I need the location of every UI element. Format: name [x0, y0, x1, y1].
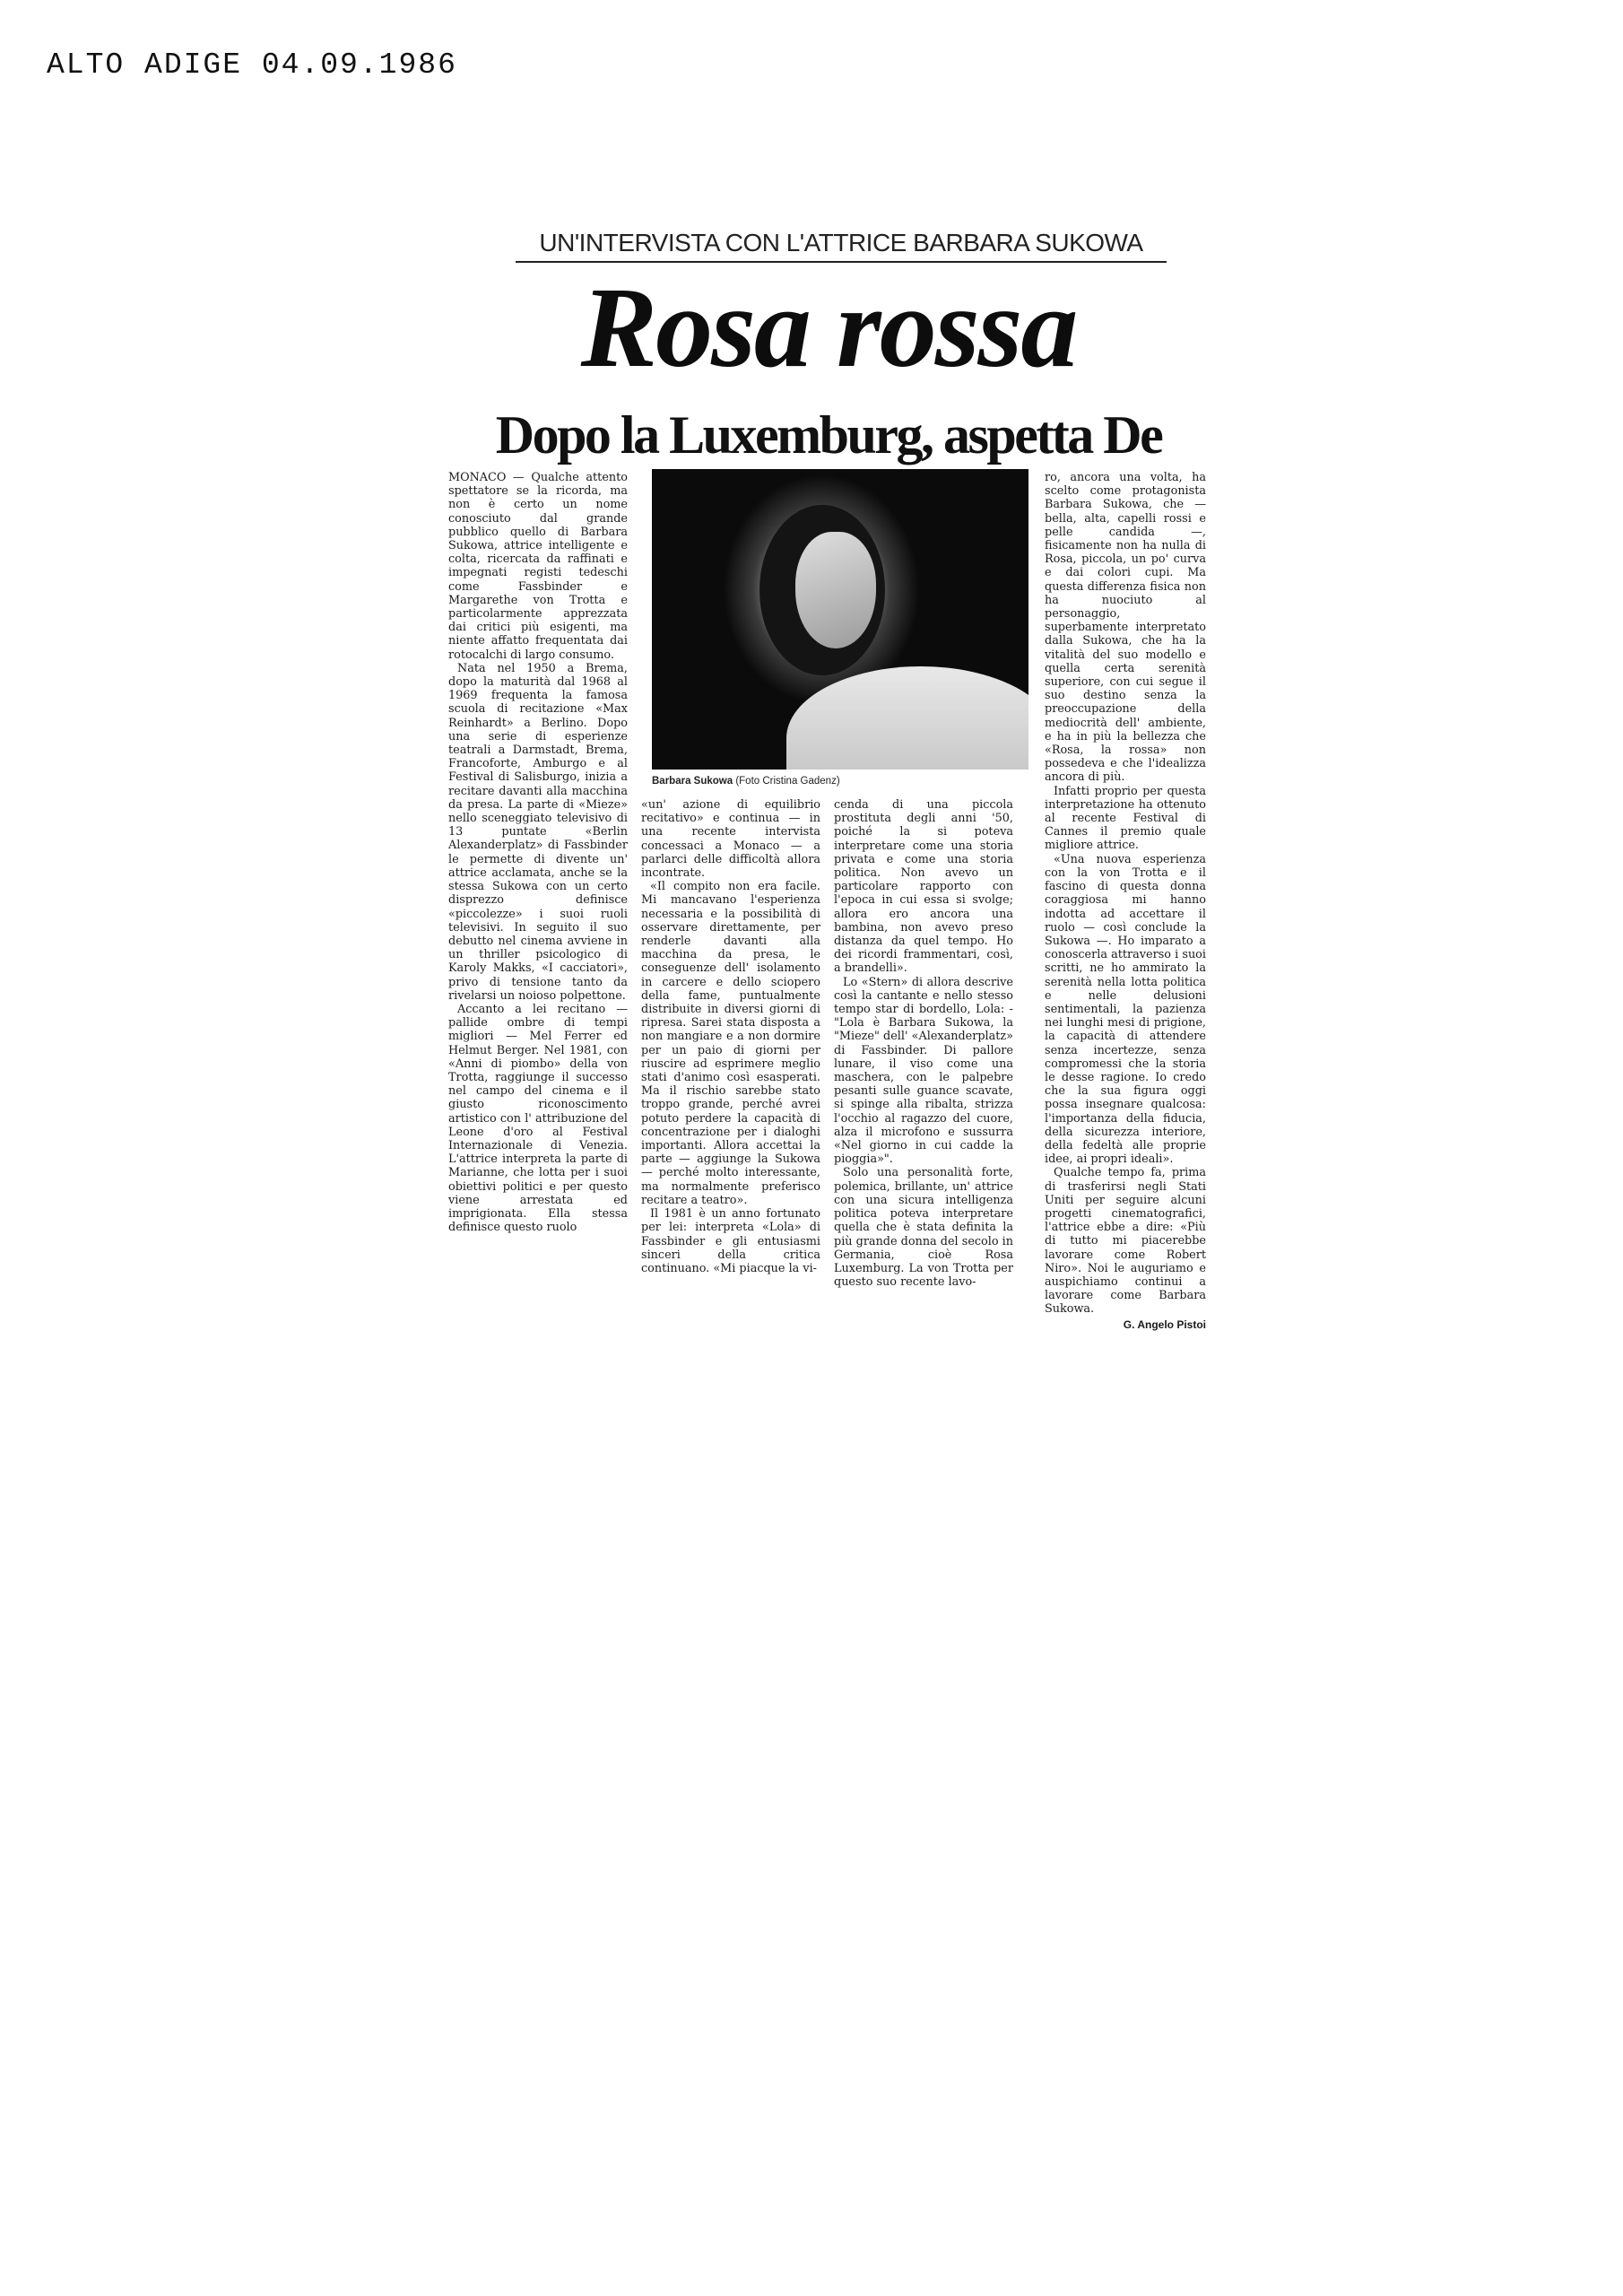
paragraph: «Il compito non era facile. Mi mancavano l'esperienza necessaria e la possibilità di osservare direttamente, per renderle davanti alla macchina da presa, le conseguenze dell' isolamento in carcere e dello sciopero della fame, puntualmente distribuite in diversi giorni di ripresa. Sarei stata disposta a non mangiare e a non dormire per un paio di giorni per riuscire ad esprimere meglio stati d'animo così esasperati. Ma il rischio sarebbe stato troppo grande, perché avrei potuto perdere la capacità di concentrazione per i dialoghi importanti. Allora accettai la parte — aggiunge la Sukowa — perché molto interessante, ma normalmente preferisco recitare a teatro».: [641, 880, 820, 1207]
column-4: [1045, 471, 1206, 1386]
column-3: [834, 798, 1013, 1386]
photo-caption: [652, 776, 1028, 787]
caption-credit: (Foto Cristina Gadenz): [735, 776, 840, 787]
newspaper-clipping: [448, 229, 1209, 1395]
paragraph: Qualche tempo fa, prima di trasferirsi negli Stati Uniti per seguire alcuni progetti cinematografici, l'attrice ebbe a dire: «Più di tutto mi piacerebbe lavorare come Robert Niro». Noi le auguriamo e auspichiamo continui a lavorare come Barbara Sukowa.: [1045, 1166, 1206, 1317]
paragraph: Accanto a lei recitano — pallide ombre di tempi migliori — Mel Ferrer ed Helmut Berger. Nel 1981, con «Anni di piombo» della von Trotta, raggiunge il successo nel campo del cinema e il giusto riconoscimento artistico con l' attribuzione del Leone d'oro al Festival Internazionale di Venezia. L'attrice interpreta la parte di Marianne, che lotta per i suoi obiettivi politici e per questo viene arrestata ed imprigionata. Ella stessa definisce questo ruolo: [448, 1002, 628, 1235]
paragraph: «un' azione di equilibrio recitativo» e continua — in una recente intervista concessaci a Monaco — a parlarci delle difficoltà allora incontrate.: [641, 798, 820, 881]
caption-name: Barbara Sukowa: [652, 776, 733, 787]
photo-face: [795, 532, 876, 648]
paragraph: Infatti proprio per questa interpretazione ha ottenuto al recente Festival di Cannes il premio quale migliore attrice.: [1045, 784, 1206, 853]
paragraph: Il 1981 è un anno fortunato per lei: interpreta «Lola» di Fassbinder e gli entusiasmi sinceri della critica continuano. «Mi piacque la vi-: [641, 1207, 820, 1275]
column-2: [641, 798, 820, 1386]
paragraph: Solo una personalità forte, polemica, brillante, un' attrice con una sicura intelligenza politica poteva interpretare quella che è stata definita la più grande donna del secolo in Germania, cioè Rosa Luxemburg. La von Trotta per questo suo recente lavo-: [834, 1166, 1013, 1290]
source-line: ALTO ADIGE 04.09.1986: [47, 48, 457, 82]
paragraph: cenda di una piccola prostituta degli anni '50, poiché la si poteva interpretare come una storia privata e come una storia politica. Non avevo un particolare rapporto con l'epoca in cui essa si svolge; allora ero ancora una bambina, non avevo preso distanza da quel tempo. Ho dei ricordi frammentari, così, a brandelli».: [834, 798, 1013, 976]
portrait-photo: [652, 469, 1028, 770]
byline: G. Angelo Pistoi: [1123, 1318, 1206, 1331]
paragraph: MONACO — Qualche attento spettatore se la ricorda, ma non è certo un nome conosciuto dal grande pubblico quello di Barbara Sukowa, attrice intelligente e colta, ricercata da raffinati e impegnati registi tedeschi come Fassbinder e Margarethe von Trotta e particolarmente apprezzata dai critici più esigenti, ma niente affatto frequentata dai rotocalchi di largo consumo.: [448, 471, 628, 662]
paragraph: ro, ancora una volta, ha scelto come protagonista Barbara Sukowa, che — bella, alta, capelli rossi e pelle candida —, fisicamente non ha nulla di Rosa, piccola, un po' curva e dai colori cupi. Ma questa differenza fisica non ha nuociuto al personaggio, superbamente interpretato dalla Sukowa, che ha la vitalità del suo modello e quella certa serenità superiore, con cui segue il suo destino senza la preoccupazione della mediocrità dell' ambiente, e ha in più la bellezza che «Rosa, la rossa» non possedeva e che l'idealizza ancora di più.: [1045, 471, 1206, 785]
subheadline: Dopo la Luxemburg, aspetta De: [495, 405, 1162, 465]
kicker: UN'INTERVISTA CON L'ATTRICE BARBARA SUKOWA: [516, 229, 1167, 263]
paragraph: «Una nuova esperienza con la von Trotta e il fascino di questa donna coraggiosa mi hanno indotta ad accettare il ruolo — così conclude la Sukowa —. Ho imparato a conoscerla attraverso i suoi scritti, ne ho ammirato la serenità nella lotta politica e nelle delusioni sentimentali, la pazienza nei lunghi mesi di prigione, la capacità di attendere senza incertezze, senza compromessi che la storia le desse ragione. Io credo che la sua figura oggi possa insegnare qualcosa: l'importanza della fiducia, della sicurezza interiore, della fedeltà alle proprie idee, ai propri ideali».: [1045, 852, 1206, 1167]
headline: Rosa rossa: [580, 264, 1077, 391]
paragraph: Nata nel 1950 a Brema, dopo la maturità dal 1968 al 1969 frequenta la famosa scuola di recitazione «Max Reinhardt» a Berlino. Dopo una serie di esperienze teatrali a Darmstadt, Brema, Francoforte, Amburgo e al Festival di Salisburgo, inizia a recitare davanti alla macchina da presa. La parte di «Mieze» nello sceneggiato televisivo di 13 puntate «Berlin Alexanderplatz» di Fassbinder le permette di divente un' attrice acclamata, anche se la stessa Sukowa con un certo disprezzo definisce «piccolezze» i suoi ruoli televisivi. In seguito il suo debutto nel cinema avviene in un thriller psicologico di Karoly Makks, «I cacciatori», privo di tensione tanto da rivelarsi un noioso polpettone.: [448, 661, 628, 1003]
photo-shoulder: [786, 666, 1028, 770]
column-1: [448, 471, 628, 1386]
paragraph: Lo «Stern» di allora descrive così la cantante e nello stesso tempo star di bordello, Lola: - "Lola è Barbara Sukowa, la "Mieze" dell' «Alexanderplatz» di Fassbinder. Di pallore lunare, il viso come una maschera, con le palpebre pesanti sulle guance scavate, si spinge alla ribalta, strizza l'occhio al ragazzo del cuore, alza il microfono e sussurra «Nel giorno in cui cadde la pioggia»".: [834, 975, 1013, 1167]
